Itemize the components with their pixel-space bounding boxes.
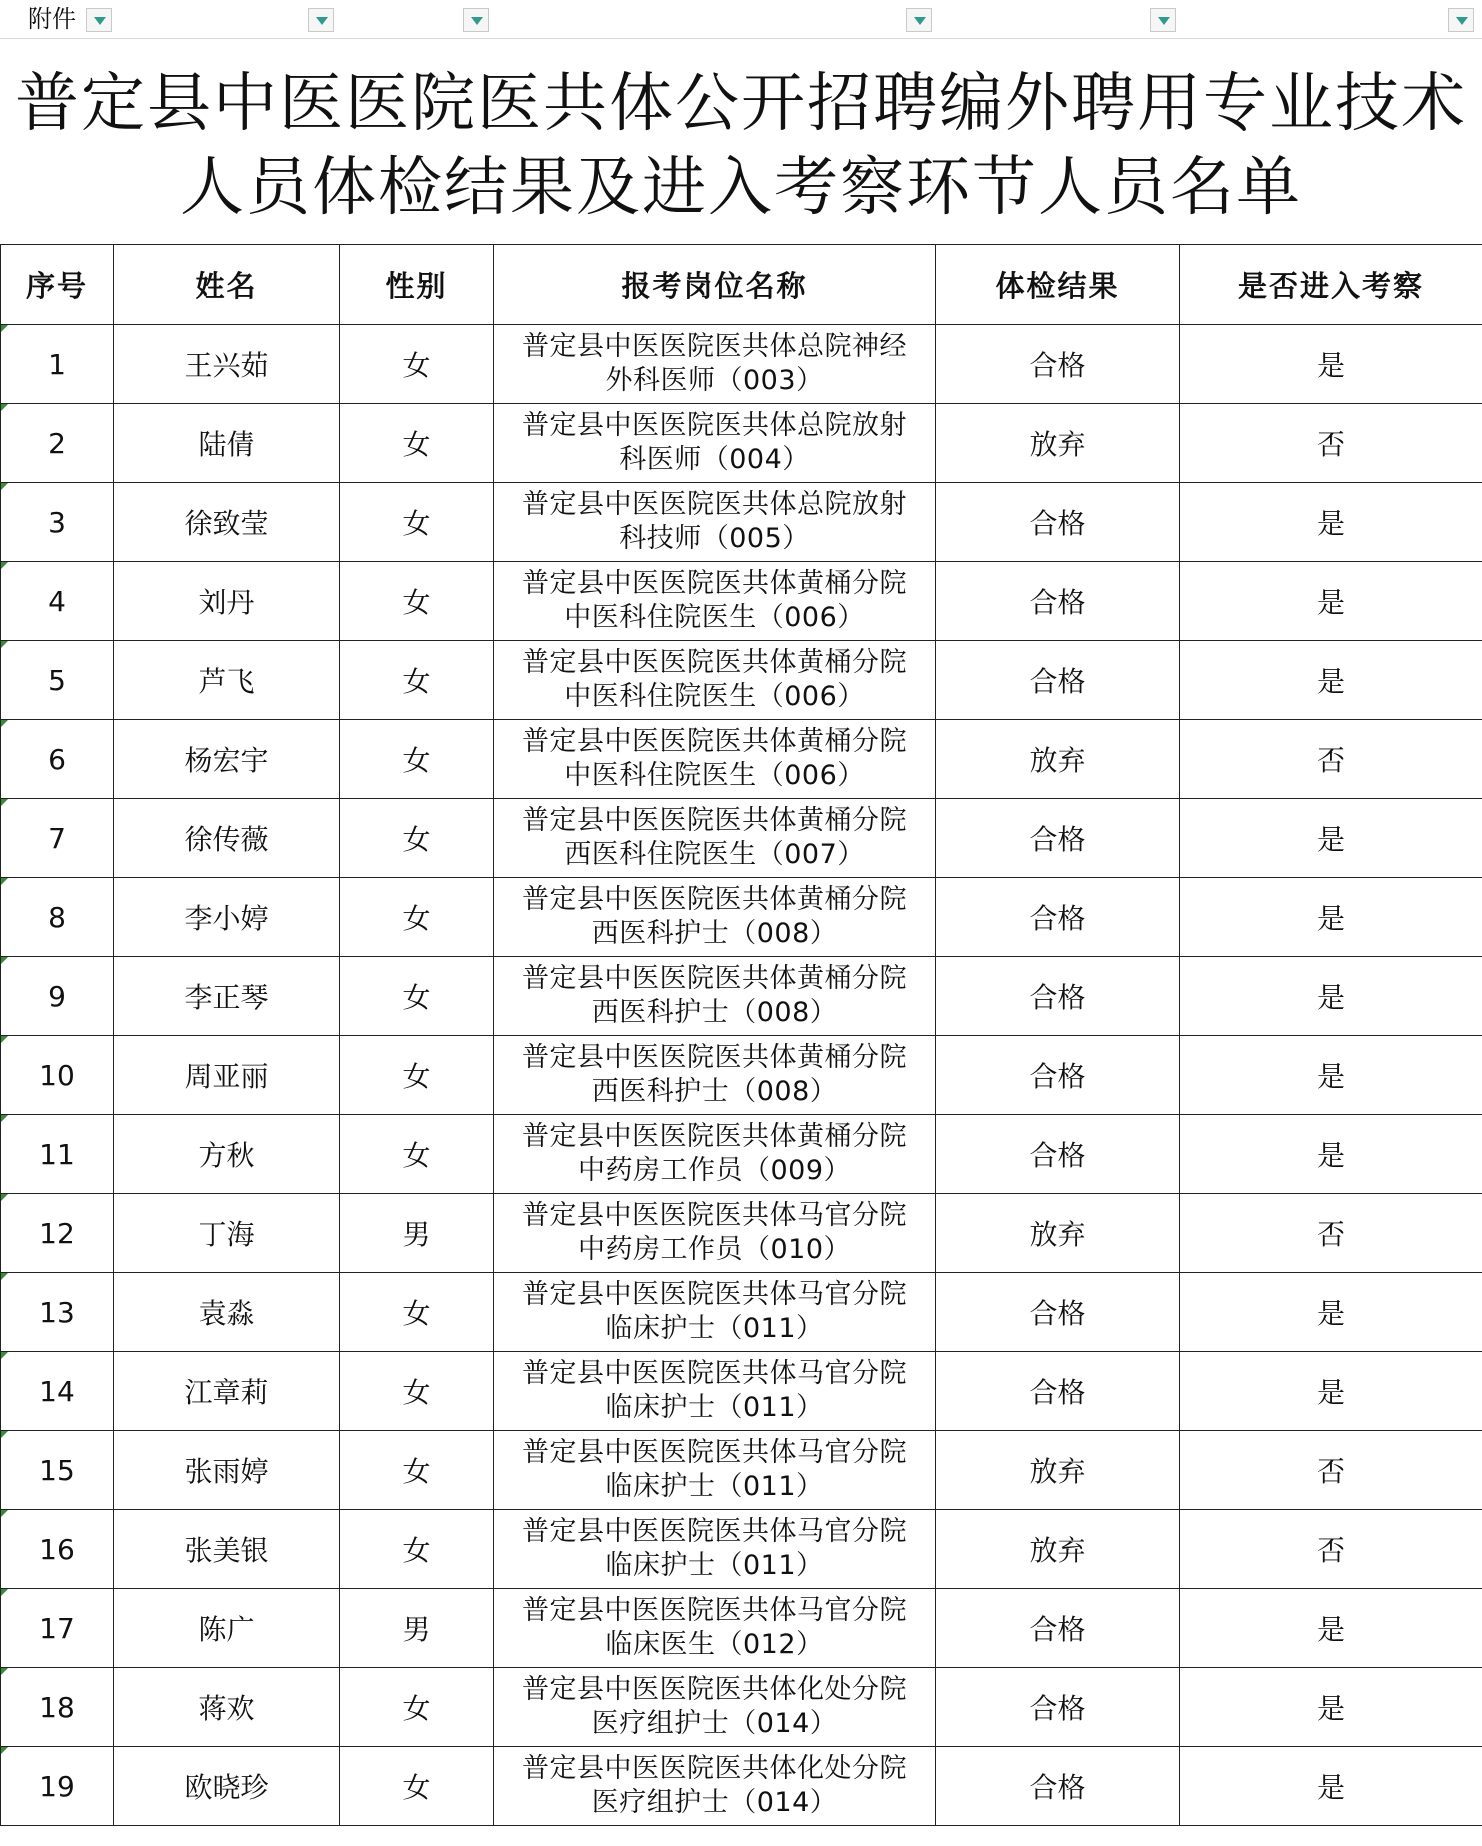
cell-no[interactable]: 8 [1, 878, 114, 957]
cell-position[interactable] [494, 1273, 936, 1352]
cell-gender[interactable]: 男 [340, 1194, 494, 1273]
position-line-2: 西医科护士（008） [591, 918, 838, 949]
cell-enter[interactable]: 是 [1180, 562, 1482, 641]
table-row [1, 404, 1482, 483]
cell-position[interactable] [494, 325, 936, 404]
position-line-2: 中医科住院医生（006） [564, 681, 865, 712]
cell-result[interactable]: 合格 [936, 325, 1180, 404]
position-line-2: 科技师（005） [619, 523, 810, 554]
cell-position[interactable] [494, 404, 936, 483]
cell-gender[interactable]: 女 [340, 641, 494, 720]
cell-position[interactable] [494, 799, 936, 878]
cell-position[interactable] [494, 1747, 936, 1826]
cell-name[interactable]: 刘丹 [114, 562, 340, 641]
cell-position[interactable] [494, 1115, 936, 1194]
cell-enter[interactable]: 是 [1180, 957, 1482, 1036]
cell-no[interactable]: 15 [1, 1431, 114, 1510]
cell-position[interactable] [494, 1510, 936, 1589]
cell-name[interactable]: 陈广 [114, 1589, 340, 1668]
cell-name[interactable]: 杨宏宇 [114, 720, 340, 799]
cell-name[interactable]: 李小婷 [114, 878, 340, 957]
cell-result[interactable]: 合格 [936, 1115, 1180, 1194]
cell-position[interactable] [494, 957, 936, 1036]
position-line-2: 医疗组护士（014） [591, 1708, 838, 1739]
cell-enter[interactable]: 是 [1180, 483, 1482, 562]
cell-position[interactable] [494, 1589, 936, 1668]
cell-enter[interactable]: 是 [1180, 799, 1482, 878]
cell-gender[interactable]: 女 [340, 1115, 494, 1194]
position-line-1: 普定县中医医院医共体马官分院 [522, 1595, 907, 1626]
cell-enter[interactable]: 否 [1180, 1510, 1482, 1589]
cell-position[interactable] [494, 1431, 936, 1510]
cell-result[interactable]: 合格 [936, 957, 1180, 1036]
position-line-2: 临床护士（011） [605, 1550, 824, 1581]
position-line-1: 普定县中医医院医共体黄桶分院 [522, 647, 907, 678]
cell-enter[interactable]: 否 [1180, 1194, 1482, 1273]
cell-name[interactable]: 徐致莹 [114, 483, 340, 562]
table-row [1, 1352, 1482, 1431]
cell-enter[interactable]: 是 [1180, 1115, 1482, 1194]
position-line-2: 医疗组护士（014） [591, 1787, 838, 1818]
position-line-1: 普定县中医医院医共体马官分院 [522, 1279, 907, 1310]
cell-result[interactable]: 放弃 [936, 720, 1180, 799]
cell-position[interactable] [494, 1668, 936, 1747]
position-line-1: 普定县中医医院医共体化处分院 [522, 1753, 907, 1784]
table-row [1, 1194, 1482, 1273]
cell-enter[interactable]: 是 [1180, 1036, 1482, 1115]
filter-dropdown-2[interactable] [308, 8, 334, 32]
cell-name[interactable]: 陆倩 [114, 404, 340, 483]
cell-gender[interactable]: 男 [340, 1589, 494, 1668]
position-line-2: 外科医师（003） [605, 365, 824, 396]
header-row [1, 245, 1482, 325]
header-name: 姓名 [114, 245, 340, 325]
position-line-2: 临床护士（011） [605, 1313, 824, 1344]
cell-name[interactable]: 欧晓珍 [114, 1747, 340, 1826]
filter-dropdown-5[interactable] [1150, 8, 1176, 32]
filter-dropdown-1[interactable] [86, 8, 112, 32]
table-row [1, 325, 1482, 404]
filter-dropdown-4[interactable] [906, 8, 932, 32]
cell-position[interactable] [494, 562, 936, 641]
cell-enter[interactable]: 否 [1180, 404, 1482, 483]
cell-result[interactable]: 放弃 [936, 1194, 1180, 1273]
cell-gender[interactable]: 女 [340, 1747, 494, 1826]
position-line-1: 普定县中医医院医共体总院放射 [522, 489, 907, 520]
cell-enter[interactable]: 是 [1180, 878, 1482, 957]
cell-name[interactable]: 蒋欢 [114, 1668, 340, 1747]
table-row [1, 878, 1482, 957]
table-row [1, 1668, 1482, 1747]
position-line-1: 普定县中医医院医共体黄桶分院 [522, 805, 907, 836]
cell-result[interactable]: 合格 [936, 1747, 1180, 1826]
cell-result[interactable]: 合格 [936, 1036, 1180, 1115]
header-result: 体检结果 [936, 245, 1180, 325]
position-line-1: 普定县中医医院医共体马官分院 [522, 1358, 907, 1389]
position-line-1: 普定县中医医院医共体总院神经 [522, 331, 907, 362]
table-row [1, 1589, 1482, 1668]
cell-name[interactable]: 李正琴 [114, 957, 340, 1036]
cell-name[interactable]: 张雨婷 [114, 1431, 340, 1510]
cell-no[interactable]: 9 [1, 957, 114, 1036]
position-line-1: 普定县中医医院医共体马官分院 [522, 1437, 907, 1468]
cell-position[interactable] [494, 878, 936, 957]
position-line-1: 普定县中医医院医共体黄桶分院 [522, 963, 907, 994]
cell-no[interactable]: 10 [1, 1036, 114, 1115]
position-line-1: 普定县中医医院医共体化处分院 [522, 1674, 907, 1705]
cell-result[interactable]: 合格 [936, 1273, 1180, 1352]
table-row [1, 1273, 1482, 1352]
cell-no[interactable]: 13 [1, 1273, 114, 1352]
cell-position[interactable] [494, 720, 936, 799]
position-line-2: 临床医生（012） [605, 1629, 824, 1660]
cell-gender[interactable]: 女 [340, 1352, 494, 1431]
title-line-2: 人员体检结果及进入考察环节人员名单 [180, 151, 1302, 225]
table-row [1, 1115, 1482, 1194]
cell-no[interactable]: 17 [1, 1589, 114, 1668]
cell-no[interactable]: 3 [1, 483, 114, 562]
cell-result[interactable]: 合格 [936, 1589, 1180, 1668]
cell-position[interactable] [494, 1036, 936, 1115]
table-row [1, 720, 1482, 799]
cell-position[interactable] [494, 483, 936, 562]
cell-gender[interactable]: 女 [340, 1668, 494, 1747]
position-line-2: 西医科住院医生（007） [564, 839, 865, 870]
cell-result[interactable]: 放弃 [936, 1431, 1180, 1510]
results-table [0, 244, 1482, 1826]
cell-no[interactable]: 1 [1, 325, 114, 404]
position-line-2: 中医科住院医生（006） [564, 760, 865, 791]
title-line-1: 普定县中医医院医共体公开招聘编外聘用专业技术 [15, 67, 1467, 141]
position-line-1: 普定县中医医院医共体马官分院 [522, 1516, 907, 1547]
cell-result[interactable]: 合格 [936, 878, 1180, 957]
position-line-2: 临床护士（011） [605, 1392, 824, 1423]
cell-result[interactable]: 合格 [936, 1668, 1180, 1747]
cell-position[interactable] [494, 1352, 936, 1431]
cell-enter[interactable]: 否 [1180, 720, 1482, 799]
cell-enter[interactable]: 是 [1180, 1747, 1482, 1826]
cell-result[interactable]: 合格 [936, 799, 1180, 878]
cell-enter[interactable]: 是 [1180, 1352, 1482, 1431]
cell-enter[interactable]: 是 [1180, 1589, 1482, 1668]
position-line-2: 中药房工作员（010） [577, 1234, 852, 1265]
table-row [1, 957, 1482, 1036]
table-row [1, 1036, 1482, 1115]
cell-name[interactable]: 周亚丽 [114, 1036, 340, 1115]
cell-result[interactable]: 放弃 [936, 1510, 1180, 1589]
header-enter: 是否进入考察 [1180, 245, 1482, 325]
cell-result[interactable]: 合格 [936, 483, 1180, 562]
position-line-1: 普定县中医医院医共体黄桶分院 [522, 884, 907, 915]
cell-enter[interactable]: 是 [1180, 641, 1482, 720]
position-line-1: 普定县中医医院医共体黄桶分院 [522, 726, 907, 757]
cell-gender[interactable]: 女 [340, 1036, 494, 1115]
position-line-2: 中药房工作员（009） [577, 1155, 852, 1186]
cell-gender[interactable]: 女 [340, 1510, 494, 1589]
position-line-2: 西医科护士（008） [591, 997, 838, 1028]
cell-no[interactable]: 6 [1, 720, 114, 799]
table-row [1, 483, 1482, 562]
cell-no[interactable]: 12 [1, 1194, 114, 1273]
header-position: 报考岗位名称 [494, 245, 936, 325]
header-no: 序号 [1, 245, 114, 325]
position-line-2: 临床护士（011） [605, 1471, 824, 1502]
cell-no[interactable]: 19 [1, 1747, 114, 1826]
position-line-1: 普定县中医医院医共体马官分院 [522, 1200, 907, 1231]
cell-result[interactable]: 合格 [936, 562, 1180, 641]
table-row [1, 1747, 1482, 1826]
cell-name[interactable]: 张美银 [114, 1510, 340, 1589]
cell-enter[interactable]: 是 [1180, 325, 1482, 404]
table-row [1, 641, 1482, 720]
cell-result[interactable]: 放弃 [936, 404, 1180, 483]
position-line-2: 中医科住院医生（006） [564, 602, 865, 633]
cell-no[interactable]: 18 [1, 1668, 114, 1747]
table-row [1, 1510, 1482, 1589]
cell-enter[interactable]: 否 [1180, 1431, 1482, 1510]
cell-gender[interactable]: 女 [340, 483, 494, 562]
cell-gender[interactable]: 女 [340, 878, 494, 957]
cell-result[interactable]: 合格 [936, 1352, 1180, 1431]
cell-no[interactable]: 11 [1, 1115, 114, 1194]
attachment-label: 附件 [28, 5, 76, 33]
position-line-1: 普定县中医医院医共体总院放射 [522, 410, 907, 441]
table-row [1, 562, 1482, 641]
cell-gender[interactable]: 女 [340, 799, 494, 878]
cell-gender[interactable]: 女 [340, 957, 494, 1036]
cell-no[interactable]: 16 [1, 1510, 114, 1589]
cell-name[interactable]: 方秋 [114, 1115, 340, 1194]
filter-dropdown-6[interactable] [1448, 8, 1474, 32]
cell-name[interactable]: 徐传薇 [114, 799, 340, 878]
cell-gender[interactable]: 女 [340, 1431, 494, 1510]
cell-name[interactable]: 江章莉 [114, 1352, 340, 1431]
table-row [1, 1431, 1482, 1510]
filter-row [0, 0, 1482, 39]
filter-dropdown-3[interactable] [463, 8, 489, 32]
cell-name[interactable]: 芦飞 [114, 641, 340, 720]
cell-no[interactable]: 7 [1, 799, 114, 878]
header-gender: 性别 [340, 245, 494, 325]
cell-name[interactable]: 丁海 [114, 1194, 340, 1273]
cell-gender[interactable]: 女 [340, 562, 494, 641]
cell-enter[interactable]: 是 [1180, 1273, 1482, 1352]
cell-gender[interactable]: 女 [340, 325, 494, 404]
cell-no[interactable]: 5 [1, 641, 114, 720]
position-line-1: 普定县中医医院医共体黄桶分院 [522, 1121, 907, 1152]
table-row [1, 799, 1482, 878]
page-title [0, 62, 1482, 230]
cell-gender[interactable]: 女 [340, 404, 494, 483]
cell-no[interactable]: 2 [1, 404, 114, 483]
cell-result[interactable]: 合格 [936, 641, 1180, 720]
cell-no[interactable]: 14 [1, 1352, 114, 1431]
cell-gender[interactable]: 女 [340, 1273, 494, 1352]
position-line-1: 普定县中医医院医共体黄桶分院 [522, 1042, 907, 1073]
cell-position[interactable] [494, 1194, 936, 1273]
cell-position[interactable] [494, 641, 936, 720]
cell-no[interactable]: 4 [1, 562, 114, 641]
cell-name[interactable]: 王兴茹 [114, 325, 340, 404]
cell-gender[interactable]: 女 [340, 720, 494, 799]
position-line-2: 科医师（004） [619, 444, 810, 475]
position-line-1: 普定县中医医院医共体黄桶分院 [522, 568, 907, 599]
cell-enter[interactable]: 是 [1180, 1668, 1482, 1747]
position-line-2: 西医科护士（008） [591, 1076, 838, 1107]
cell-name[interactable]: 袁淼 [114, 1273, 340, 1352]
